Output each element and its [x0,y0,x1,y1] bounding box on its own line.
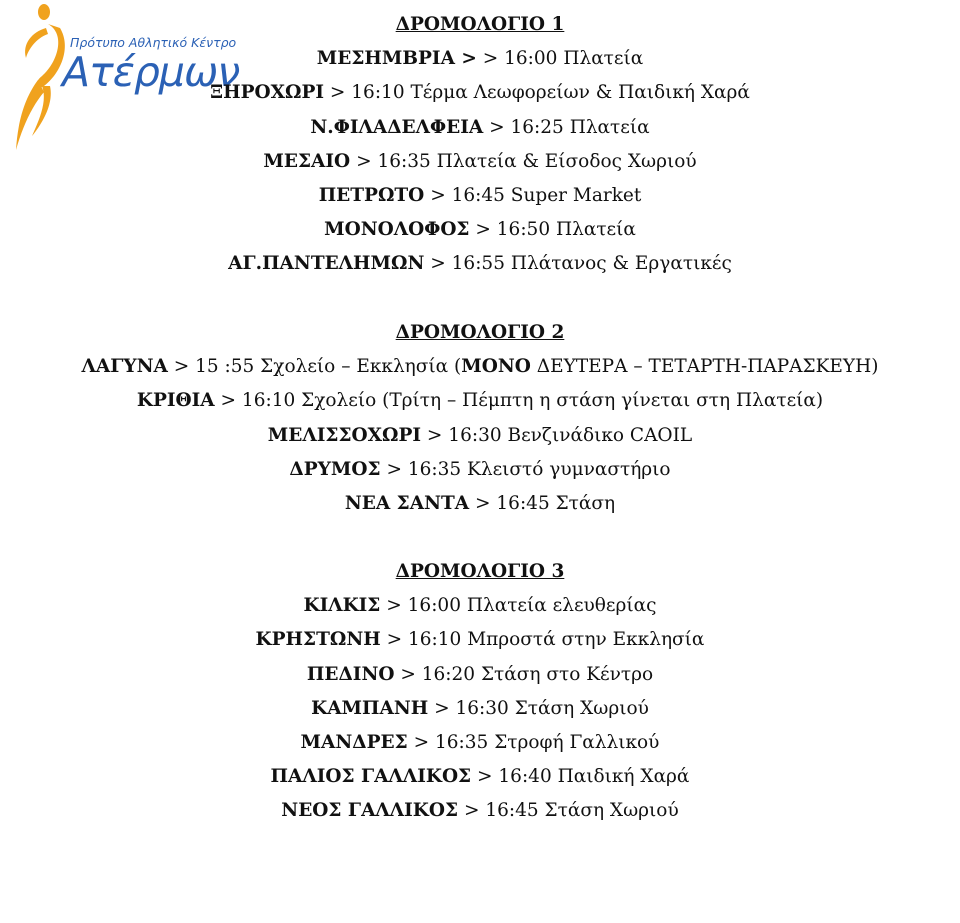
stop-row [0,658,960,692]
stop-detail-before: > 15 :55 Σχολείο – Εκκλησία ( [167,356,462,378]
stop-row [0,419,960,453]
stop-detail: > 16:45 Στάση Χωριού [458,800,679,822]
stop-row [0,111,960,145]
stop-detail: > 16:40 Παιδική Χαρά [471,766,690,788]
stop-row [0,145,960,179]
route-2 [0,316,960,521]
stop-detail: > 16:25 Πλατεία [483,116,650,138]
stop-place: ΑΓ.ΠΑΝΤΕΛΗΜΩΝ [228,253,425,275]
stop-row [0,623,960,657]
stop-place: ΠΕΤΡΩΤΟ [318,184,425,206]
stop-detail-bold: ΜΟΝΟ [461,356,531,378]
stop-detail: > 16:45 Στάση [469,492,616,514]
stop-place: ΔΡΥΜΟΣ [289,458,381,480]
stop-detail: > 16:35 Στροφή Γαλλικού [407,731,660,753]
stop-detail: > 16:35 Πλατεία & Είσοδος Χωριού [350,150,697,172]
stop-row [0,179,960,213]
stop-row [0,487,960,521]
stop-detail: > 16:30 Βενζινάδικο CAOIL [421,424,693,446]
stop-arrow: > [454,48,477,70]
route-1 [0,8,960,282]
stop-place: ΠΑΛΙΟΣ ΓΑΛΛΙΚΟΣ [270,766,472,788]
stop-place: ΜΑΝΔΡΕΣ [300,731,408,753]
stop-place: ΛΑΓΥΝΑ [81,356,168,378]
stop-row [0,76,960,110]
stop-detail: > 16:10 Τέρμα Λεωφορείων & Παιδική Χαρά [324,82,750,104]
stop-place: ΚΡΙΘΙΑ [136,390,215,412]
route-title: ΔΡΟΜΟΛΟΓΙΟ 1 [395,14,565,35]
route-title: ΔΡΟΜΟΛΟΓΙΟ 2 [395,322,565,343]
stop-row [0,384,960,418]
stop-detail: > 16:10 Σχολείο (Τρίτη – Πέμπτη η στάση γίνεται στη Πλατεία) [214,390,824,412]
stop-row [0,692,960,726]
stop-detail: > 16:20 Στάση στο Κέντρο [394,663,654,685]
stop-row [0,350,960,384]
logo-name: Ατέρμων [62,48,240,96]
stop-detail: > 16:35 Κλειστό γυμναστήριο [380,458,671,480]
stop-place: ΞΗΡΟΧΩΡΙ [210,82,325,104]
stop-place: ΜΕΛΙΣΣΟΧΩΡΙ [267,424,422,446]
stop-row [0,794,960,828]
stop-place: ΚΙΛΚΙΣ [303,595,381,617]
stop-place: ΝΕΑ ΣΑΝΤΑ [344,492,470,514]
stop-detail: > 16:45 Super Market [424,184,642,206]
logo-tagline: Πρότυπο Αθλητικό Κέντρο [70,35,237,50]
stop-place: ΜΕΣΑΙΟ [263,150,351,172]
stop-place: ΜΟΝΟΛΟΦΟΣ [324,219,470,241]
stop-row [0,453,960,487]
stop-row [0,213,960,247]
stop-place: Ν.ΦΙΛΑΔΕΛΦΕΙΑ [310,116,484,138]
stop-detail: ΔΕΥΤΕΡΑ – ΤΕΤΑΡΤΗ-ΠΑΡΑΣΚΕΥΗ) [530,356,879,378]
stop-detail: > 16:00 Πλατεία ελευθερίας [380,595,657,617]
stop-detail: > 16:00 Πλατεία [476,48,644,70]
stop-row [0,726,960,760]
route-3 [0,555,960,829]
stop-place: ΠΕΔΙΝΟ [306,663,395,685]
stop-detail: > 16:55 Πλάτανος & Εργατικές [424,253,732,275]
stop-place: ΜΕΣΗΜΒΡΙΑ [316,48,455,70]
stop-row [0,589,960,623]
stop-detail: > 16:50 Πλατεία [469,219,636,241]
stop-detail: > 16:30 Στάση Χωριού [428,697,649,719]
stop-place: ΚΑΜΠΑΝΗ [311,697,429,719]
stop-row [0,42,960,76]
stop-place: ΚΡΗΣΤΩΝΗ [255,629,381,651]
route-title: ΔΡΟΜΟΛΟΓΙΟ 3 [395,561,565,582]
stop-detail: > 16:10 Μπροστά στην Εκκλησία [380,629,705,651]
stop-place: ΝΕΟΣ ΓΑΛΛΙΚΟΣ [281,800,459,822]
stop-row [0,247,960,281]
stop-row [0,760,960,794]
